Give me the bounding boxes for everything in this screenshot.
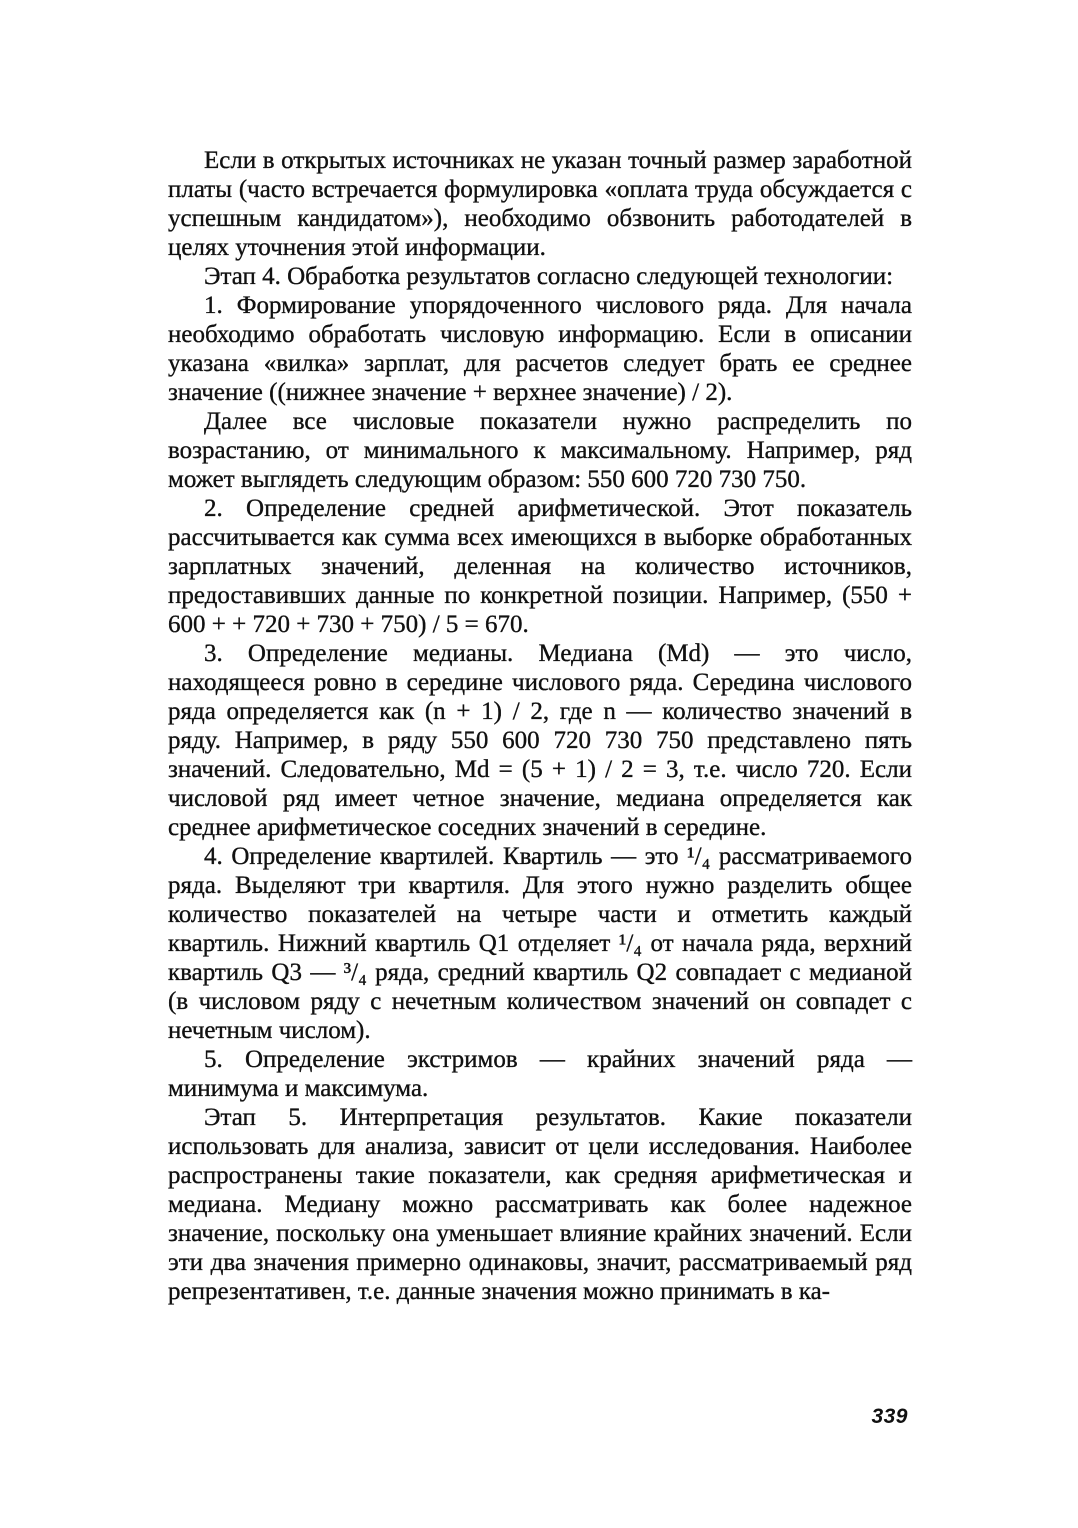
paragraph-extremes: 5. Определение экстримов — крайних значений ряда — минимума и максимума. [168, 1046, 912, 1102]
paragraph-sorting-example: Далее все числовые показатели нужно распределить по возрастанию, от минимального к максимальному. Например, ряд может выглядеть следующим образом: 550 600 720 730 750. [168, 408, 912, 493]
paragraph-stage-5-interpretation: Этап 5. Интерпретация результатов. Какие показатели использовать для анализа, зависит от цели исследования. Наиболее распространены такие показатели, как средняя арифметическая и медиана. Медиану можно рассматривать как более надежное значение, поскольку она уменьшает влияние крайних значений. Если эти два значения примерно одинаковы, значит, рассматриваемый ряд репрезентативен, т.е. данные значения можно принимать в ка- [168, 1104, 912, 1305]
paragraph-stage-4-heading: Этап 4. Обработка результатов согласно следующей технологии: [204, 263, 894, 290]
paragraph-arithmetic-mean: 2. Определение средней арифметической. Этот показатель рассчитывается как сумма всех имеющихся в выборке обработанных зарплатных значений, деленная на количество источников, предоставивших данные по конкретной позиции. Например, (550 + 600 + + 720 + 730 + 750) / 5 = 670. [168, 495, 912, 638]
page-body [168, 146, 912, 1306]
page-number: 339 [871, 1405, 908, 1428]
paragraph-salary-inquiry: Если в открытых источниках не указан точный размер заработной платы (часто встречается формулировка «оплата труда обсуждается с успешным кандидатом»), необходимо обзвонить работодателей в целях уточнения этой информации. [168, 147, 912, 261]
paragraph-quartiles: 4. Определение квартилей. Квартиль — это ¹/₄ рассматриваемого ряда. Выделяют три квартиля. Для этого нужно разделить общее количество показателей на четыре части и отметить каждый квартиль. Нижний квартиль Q1 отделяет ¹/₄ от начала ряда, верхний квартиль Q3 — ³/₄ ряда, средний квартиль Q2 совпадает с медианой (в числовом ряду с нечетным количеством значений он совпадет с нечетным числом). [168, 843, 912, 1044]
paragraph-ordered-series: 1. Формирование упорядоченного числового ряда. Для начала необходимо обработать числовую информацию. Если в описании указана «вилка» зарплат, для расчетов следует брать ее среднее значение ((нижнее значение + верхнее значение) / 2). [168, 292, 912, 406]
paragraph-median: 3. Определение медианы. Медиана (Md) — это число, находящееся ровно в середине числового ряда. Середина числового ряда определяется как (n + 1) / 2, где n — количество значений в ряду. Например, в ряду 550 600 720 730 750 представлено пять значений. Следовательно, Md = (5 + 1) / 2 = 3, т.е. число 720. Если числовой ряд имеет четное значение, медиана определяется как среднее арифметическое соседних значений в середине. [168, 640, 912, 841]
